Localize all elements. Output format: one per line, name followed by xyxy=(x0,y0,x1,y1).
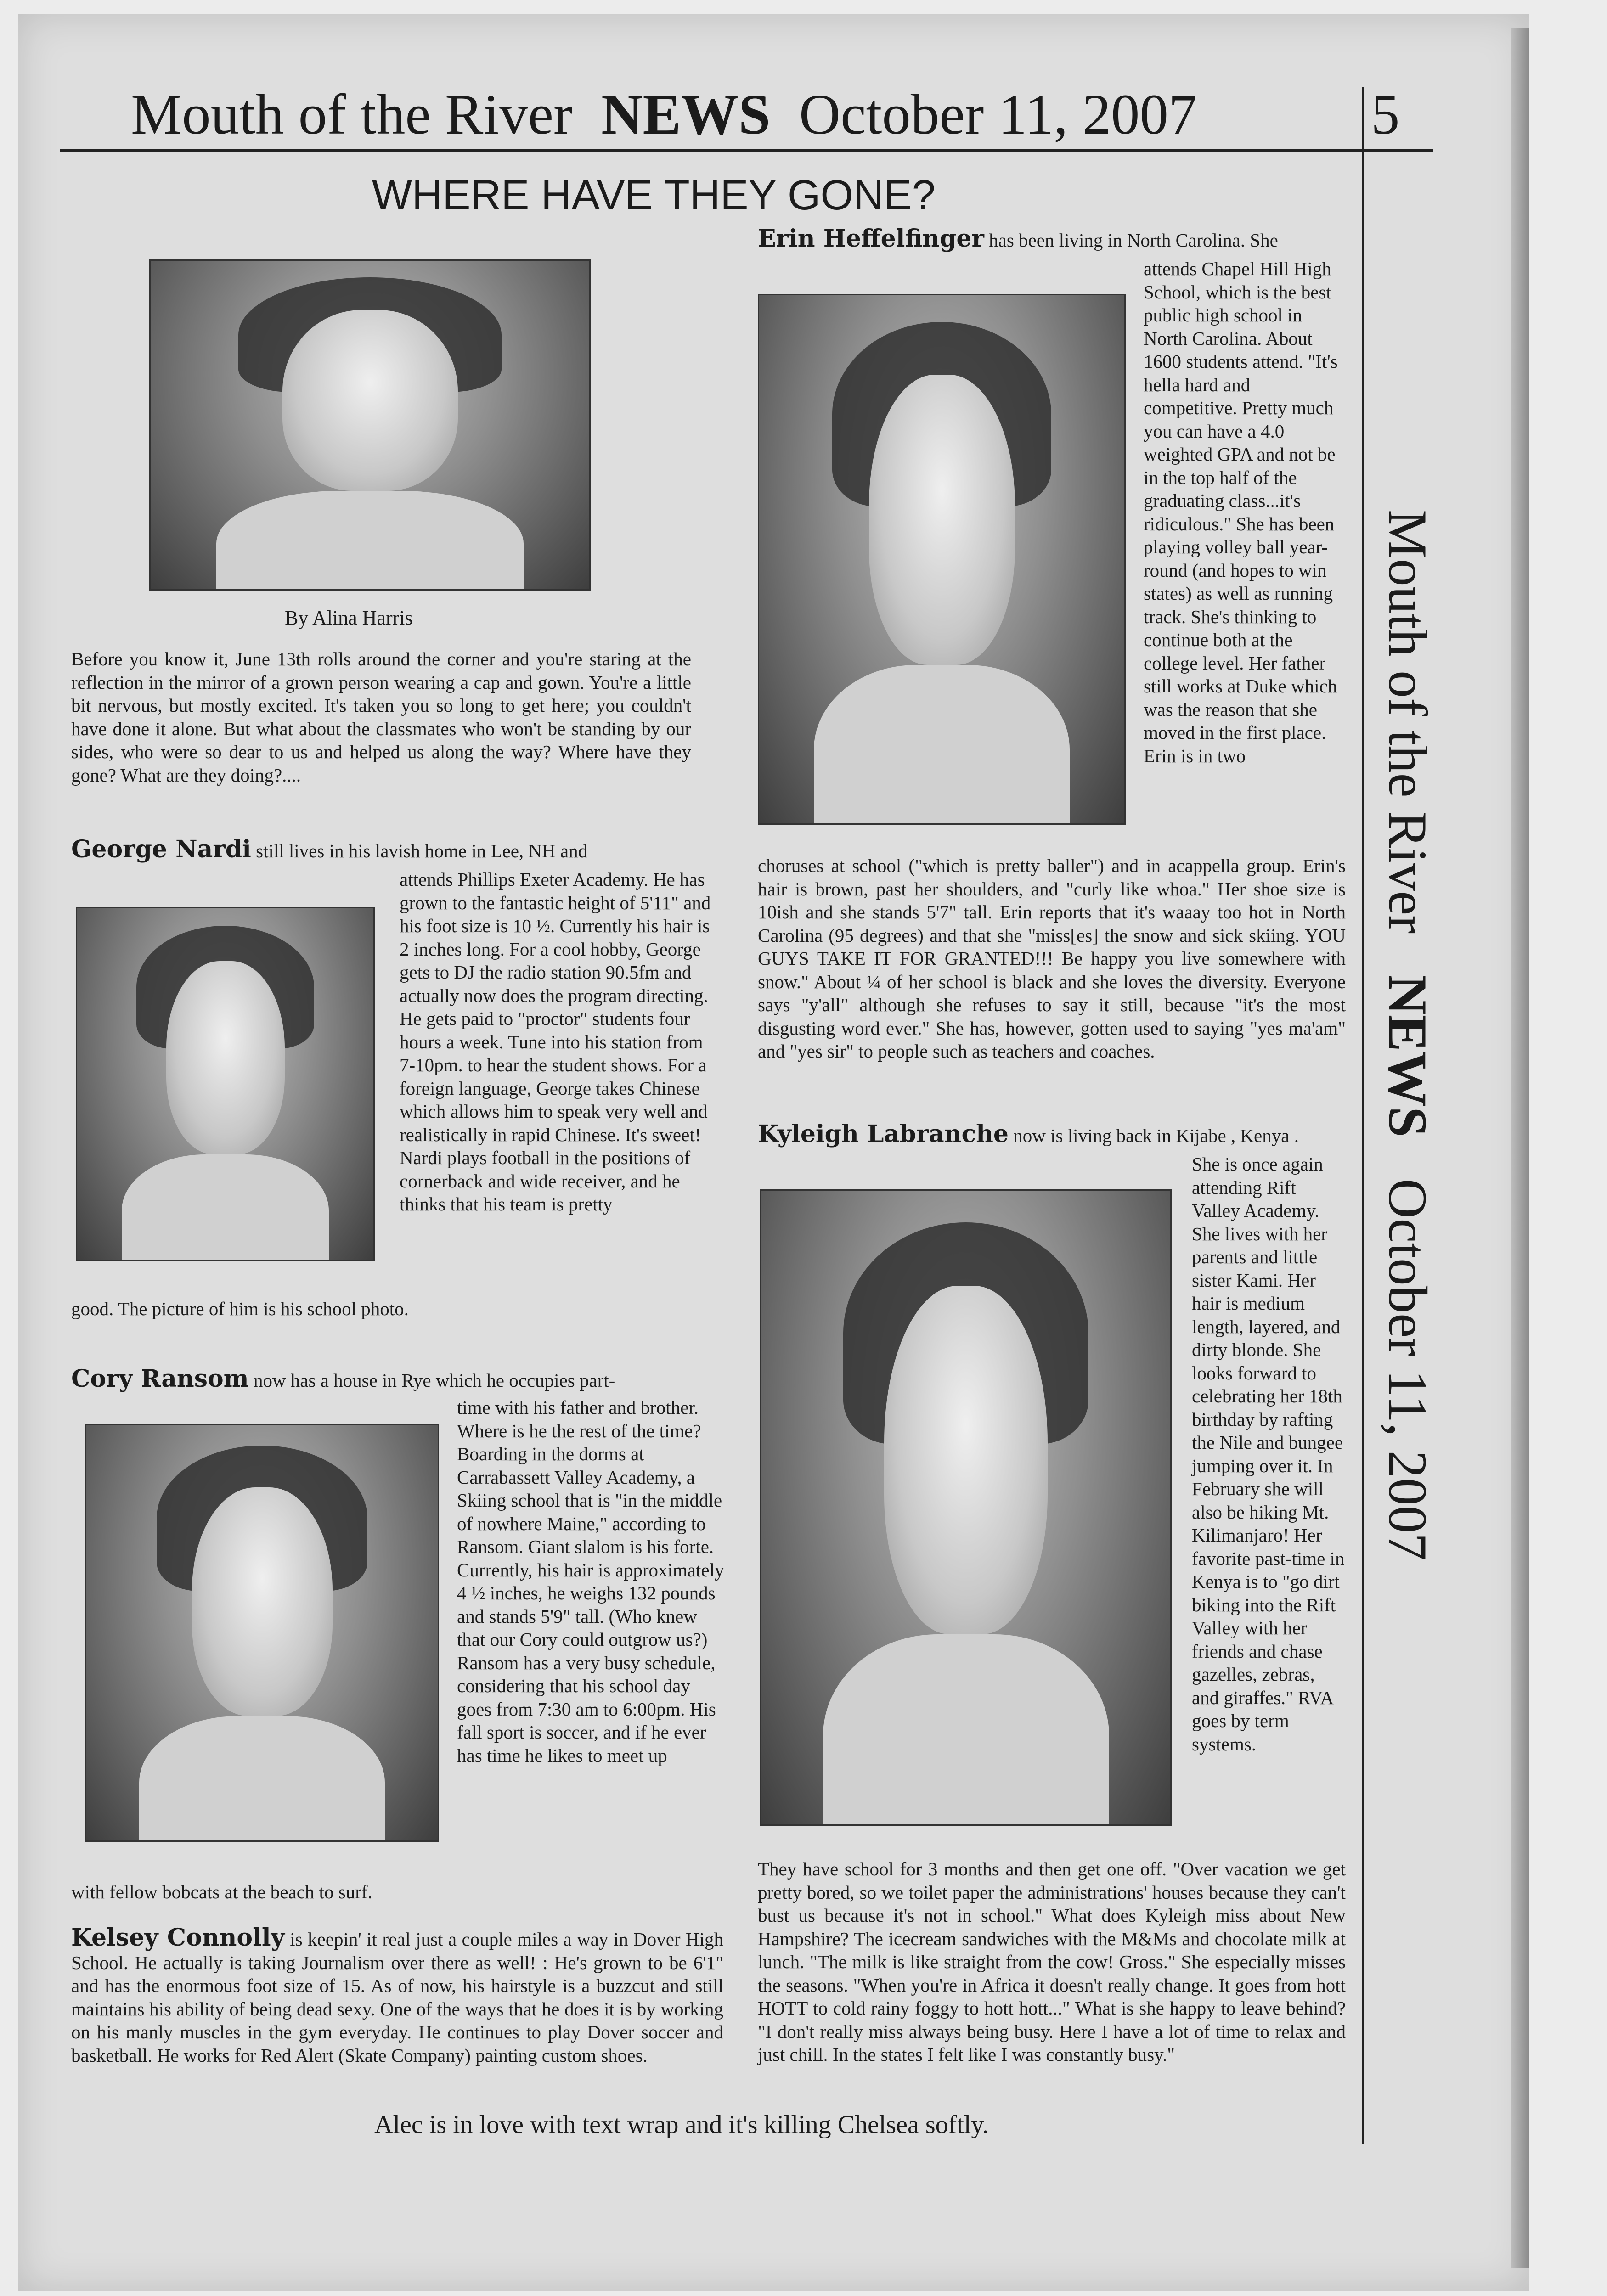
masthead-rule xyxy=(60,149,1433,152)
page-edge xyxy=(1511,28,1529,2268)
george-photo xyxy=(76,907,375,1261)
kelsey-paragraph xyxy=(71,1926,723,2067)
column-rule xyxy=(1362,87,1364,2144)
kelsey-name: Kelsey Connolly xyxy=(71,1924,285,1952)
george-lead-text: still lives in his lavish home in Lee, NH and xyxy=(256,840,588,861)
erin-photo xyxy=(758,294,1126,825)
erin-name: Erin Heffelfinger xyxy=(758,225,984,253)
author-photo xyxy=(149,259,591,591)
kelsey-text: is keepin' it real just a couple miles a way in Dover High School. He actually is taking Journalism over there as well! : He's grown to be 6'1" and has the enormous foot size of 15. As of now, his hairstyle is a buzzcut and still maintains his ability of being dead sexy. One of the ways that he does it is by working on his manly muscles in the gym everyday. He continues to play Dover soccer and basketball. He works for Red Alert (Skate Company) painting custom shoes. xyxy=(71,1929,724,2066)
george-lead xyxy=(71,835,691,863)
cory-photo xyxy=(85,1424,439,1842)
cory-lead xyxy=(71,1367,737,1392)
side-news: NEWS xyxy=(1377,975,1438,1137)
kyleigh-lead-text: now is living back in Kijabe , Kenya . xyxy=(1013,1125,1299,1146)
cory-lead-text: now has a house in Rye which he occupies part- xyxy=(253,1370,615,1391)
intro-paragraph: Before you know it, June 13th rolls around the corner and you're staring at the reflection in the mirror of a grown person wearing a cap and gown. You're a little bit nervous, but mostly excited. It's taken you so long to get here; you couldn't have done it alone. But what about the classmates who won't be standing by our sides, who were so dear to us and helped us along the way? Where have they gone? What are they doing?.... xyxy=(71,648,691,786)
erin-lead-text: has been living in North Carolina. She xyxy=(989,230,1278,251)
cory-name: Cory Ransom xyxy=(71,1365,249,1393)
erin-tail: choruses at school ("which is pretty baller") and in acappella group. Erin's hair is brown, past her shoulders, and "curly like whoa." Her shoe size is 10ish and she stands 5'7" tall. Erin reports that it's waaay too hot in North Carolina (95 degrees) and that she "miss[es] the snow and sick skiing. YOU GUYS TAKE IT FOR GRANTED!!! Be happy you live somewhere with snow." About ¼ of her school is black and she loves the diversity. Everyone says "y'all" although she refuses to say it still, because "it's the most disgusting word ever." She has, however, gotten used to saying "yes ma'am" and "yes sir" to people such as teachers and coaches. xyxy=(758,855,1346,1062)
erin-wrap: attends Chapel Hill High School, which is the best public high school in North Carolina. About 1600 students attend. "It's hella hard and competitive. Pretty much you can have a 4.0 weighted GPA and not be in the top half of the graduating class...it's ridiculous." She has been playing volley ball year-round (and hopes to win states) as well as running track. She's thinking to continue both at the college level. Her father still works at Duke which was the reason that she moved in the first place. Erin is in two xyxy=(1144,258,1338,766)
george-tail: good. The picture of him is his school photo. xyxy=(71,1298,409,1319)
footer-note: Alec is in love with text wrap and it's killing Chelsea softly. xyxy=(374,2110,989,2139)
cory-tail: with fellow bobcats at the beach to surf. xyxy=(71,1881,372,1902)
erin-lead xyxy=(758,227,1355,252)
kyleigh-tail: They have school for 3 months and then get one off. "Over vacation we get pretty bored, so we toilet paper the administrations' houses because they can't bust us because it's not in school." What does Kyleigh miss about New Hampshire? The icecream sandwiches with the M&Ms and chocolate milk at lunch. "The milk is like straight from the cow! Gross." She especially misses the seasons. "When you're in Africa it doesn't really change. It goes from hott HOTT to cold rainy foggy to hott hott..." What is she happy to leave behind? "I don't really miss always being busy. Here I have a lot of time to relax and just chill. In the states I felt like I was constantly busy." xyxy=(758,1858,1346,2065)
kyleigh-lead xyxy=(758,1120,1355,1148)
masthead-date: October 11, 2007 xyxy=(799,83,1197,146)
side-banner xyxy=(1373,510,1442,1727)
masthead-paper: Mouth of the River xyxy=(131,83,573,146)
byline: By Alina Harris xyxy=(285,607,413,629)
page-number: 5 xyxy=(1371,83,1400,146)
kyleigh-wrap: She is once again attending Rift Valley Academy. She lives with her parents and little sister Kami. Her hair is medium length, layered, and dirty blonde. She looks forward to celebrating her 18th birthday by rafting the Nile and bungee jumping over it. In February she will also be hiking Mt. Kilimanjaro! Her favorite past-time in Kenya is to "go dirt biking into the Rift Valley with her friends and chase gazelles, zebras, and giraffes." RVA goes by term systems. xyxy=(1192,1154,1345,1755)
masthead xyxy=(131,80,1197,149)
headline: WHERE HAVE THEY GONE? xyxy=(372,172,936,219)
side-paper: Mouth of the River xyxy=(1377,510,1438,934)
side-date: October 11, 2007 xyxy=(1377,1178,1438,1561)
kyleigh-name: Kyleigh Labranche xyxy=(758,1120,1009,1148)
george-name: George Nardi xyxy=(71,835,251,863)
kyleigh-photo xyxy=(760,1189,1172,1826)
cory-wrap: time with his father and brother. Where is he the rest of the time? Boarding in the dorms at Carrabassett Valley Academy, a Skiing school that is "in the middle of nowhere Maine," according to Ransom. Giant slalom is his forte. Currently, his hair is approximately 4 ½ inches, he weighs 132 pounds and stands 5'9" tall. (Who knew that our Cory could outgrow us?) Ransom has a very busy schedule, considering that his school day goes from 7:30 am to 6:00pm. His fall sport is soccer, and if he ever has time he likes to meet up xyxy=(457,1397,724,1766)
george-wrap: attends Phillips Exeter Academy. He has grown to the fantastic height of 5'11" and his foot size is 10 ½. Currently his hair is 2 inches long. For a cool hobby, George gets to DJ the radio station 90.5fm and actually now does the program directing. He gets paid to "proctor" students four hours a week. Tune into his station from 7-10pm. to hear the student shows. For a foreign language, George takes Chinese which allows him to speak very well and realistically in rapid Chinese. It's sweet! Nardi plays football in the positions of cornerback and wide receiver, and he thinks that his team is pretty xyxy=(400,869,711,1215)
masthead-news: NEWS xyxy=(601,83,771,146)
